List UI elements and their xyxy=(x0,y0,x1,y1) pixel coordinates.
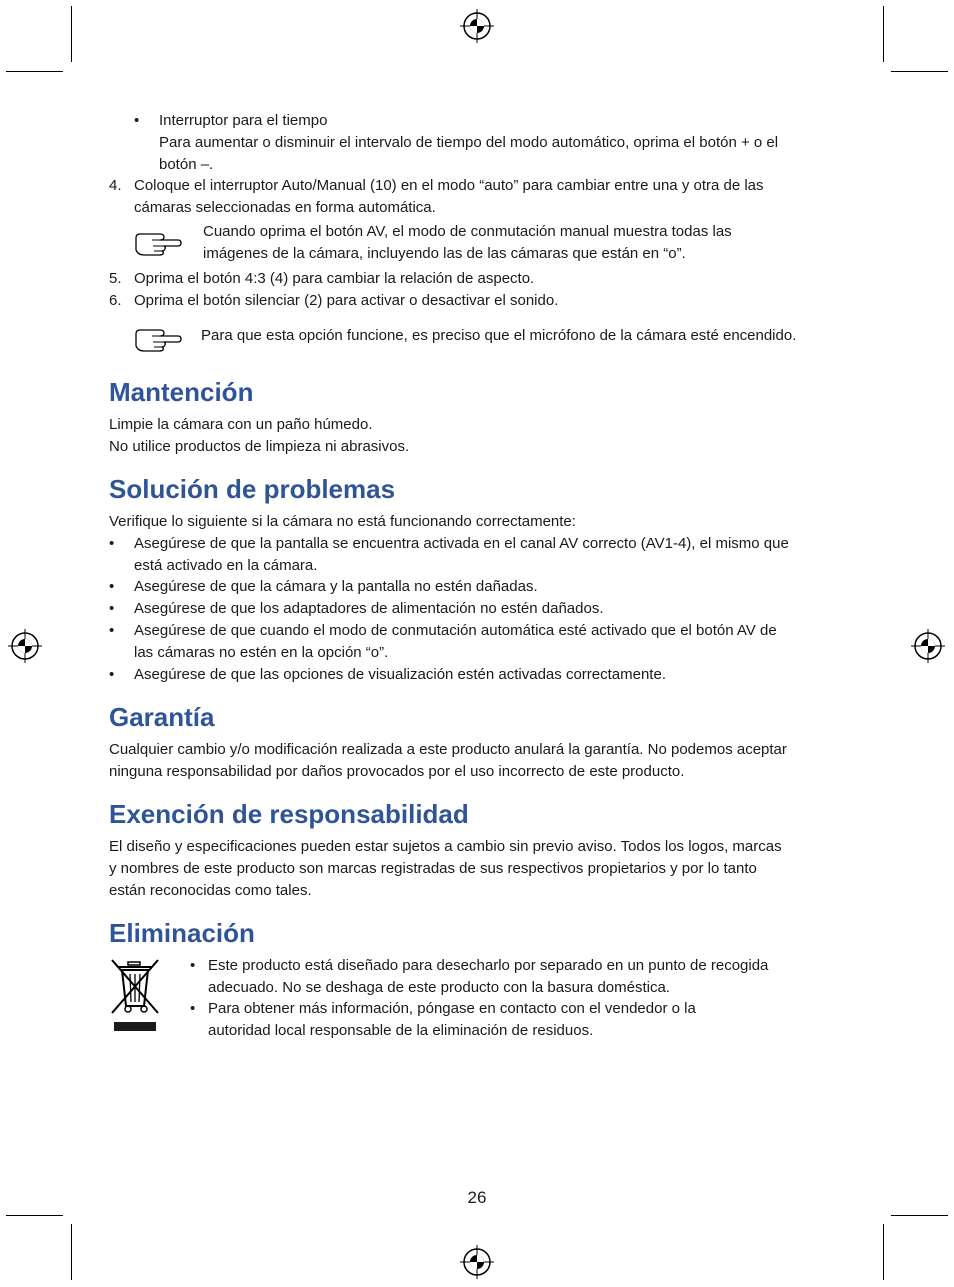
crop-mark xyxy=(71,6,72,62)
list-item xyxy=(208,998,848,1042)
crop-mark xyxy=(71,1224,72,1280)
list-item-text: Este producto está diseñado para desecharlo por separado en un punto de recogida xyxy=(208,957,769,974)
list-item xyxy=(134,533,854,577)
section-heading-exencion: Exención de responsabilidad xyxy=(109,799,469,829)
list-item-4 xyxy=(134,175,854,219)
list-item: Asegúrese de que las opciones de visualización estén activadas correctamente. xyxy=(134,666,666,683)
weee-crossed-bin-icon xyxy=(108,958,162,1034)
section-body xyxy=(109,836,859,902)
section-heading-garantia: Garantía xyxy=(109,702,215,732)
bullet-marker: • xyxy=(109,535,115,552)
bullet-marker: • xyxy=(190,957,196,974)
list-item-text: autoridad local responsable de la eliminación de residuos. xyxy=(208,1022,594,1039)
section-heading-solucion: Solución de problemas xyxy=(109,474,396,504)
bullet-marker: • xyxy=(190,1000,196,1017)
list-number: 5. xyxy=(109,270,122,287)
bullet-marker: • xyxy=(134,112,140,129)
section-intro: Verifique lo siguiente si la cámara no está funcionando correctamente: xyxy=(109,513,576,530)
note-text: Para que esta opción funcione, es preciso que el micrófono de la cámara esté encendido. xyxy=(201,327,797,344)
list-item: Asegúrese de que los adaptadores de alimentación no estén dañados. xyxy=(134,600,604,617)
note-line: Cuando oprima el botón AV, el modo de conmutación manual muestra todas las xyxy=(203,223,732,240)
list-item-text: las cámaras no estén en la opción “o”. xyxy=(134,644,389,661)
section-heading-mantencion: Mantención xyxy=(109,377,254,407)
body-line: Limpie la cámara con un paño húmedo. xyxy=(109,416,373,433)
list-item xyxy=(208,955,848,999)
list-item: Asegúrese de que la cámara y la pantalla no estén dañadas. xyxy=(134,578,538,595)
list-number: 4. xyxy=(109,177,122,194)
bullet-text: botón –. xyxy=(159,156,214,173)
list-item-text: Para obtener más información, póngase en contacto con el vendedor o la xyxy=(208,1000,696,1017)
note-line: imágenes de la cámara, incluyendo las de las cámaras que están en “o”. xyxy=(203,245,686,262)
list-item-text: está activado en la cámara. xyxy=(134,557,318,574)
bullet-marker: • xyxy=(109,666,115,683)
pointing-hand-icon xyxy=(134,230,182,256)
body-line: Cualquier cambio y/o modificación realizada a este producto anulará la garantía. No podemos aceptar xyxy=(109,741,787,758)
page-number: 26 xyxy=(467,1188,487,1207)
bullet-marker: • xyxy=(109,600,115,617)
registration-mark-icon xyxy=(460,9,494,43)
bullet-text: Para aumentar o disminuir el intervalo de tiempo del modo automático, oprima el botón + o el xyxy=(159,134,779,151)
section-body xyxy=(109,414,409,458)
crop-mark xyxy=(883,6,884,62)
crop-mark xyxy=(883,1224,884,1280)
list-item-text: Asegúrese de que cuando el modo de conmutación automática esté activado que el botón AV de xyxy=(134,622,777,639)
list-item-text: Coloque el interruptor Auto/Manual (10) en el modo “auto” para cambiar entre una y otra de las xyxy=(134,177,764,194)
registration-mark-icon xyxy=(911,629,945,663)
bullet-title: Interruptor para el tiempo xyxy=(159,112,328,129)
crop-mark xyxy=(6,71,63,72)
list-item-6: Oprima el botón silenciar (2) para activar o desactivar el sonido. xyxy=(134,292,559,309)
list-number: 6. xyxy=(109,292,122,309)
note-text xyxy=(203,221,843,265)
list-item xyxy=(134,620,854,664)
list-item-text: cámaras seleccionadas en forma automática. xyxy=(134,199,436,216)
bullet-marker: • xyxy=(109,622,115,639)
pointing-hand-icon xyxy=(134,326,182,352)
list-item-5: Oprima el botón 4:3 (4) para cambiar la relación de aspecto. xyxy=(134,270,535,287)
crop-mark xyxy=(891,71,948,72)
crop-mark xyxy=(6,1215,63,1216)
body-line: ninguna responsabilidad por daños provocados por el uso incorrecto de este producto. xyxy=(109,763,685,780)
crop-mark xyxy=(891,1215,948,1216)
bullet-item-time-switch xyxy=(159,110,859,176)
registration-mark-icon xyxy=(8,629,42,663)
bullet-marker: • xyxy=(109,578,115,595)
body-line: El diseño y especificaciones pueden estar sujetos a cambio sin previo aviso. Todos los logos, marcas xyxy=(109,838,782,855)
body-line: y nombres de este producto son marcas registradas de sus respectivos propietarios y por lo tanto xyxy=(109,860,757,877)
list-item-text: Asegúrese de que la pantalla se encuentra activada en el canal AV correcto (AV1-4), el mismo que xyxy=(134,535,789,552)
body-line: están reconocidas como tales. xyxy=(109,882,312,899)
list-item-text: adecuado. No se deshaga de este producto con la basura doméstica. xyxy=(208,979,670,996)
body-line: No utilice productos de limpieza ni abrasivos. xyxy=(109,438,410,455)
section-heading-eliminacion: Eliminación xyxy=(109,918,255,948)
section-body xyxy=(109,739,859,783)
registration-mark-icon xyxy=(460,1245,494,1279)
